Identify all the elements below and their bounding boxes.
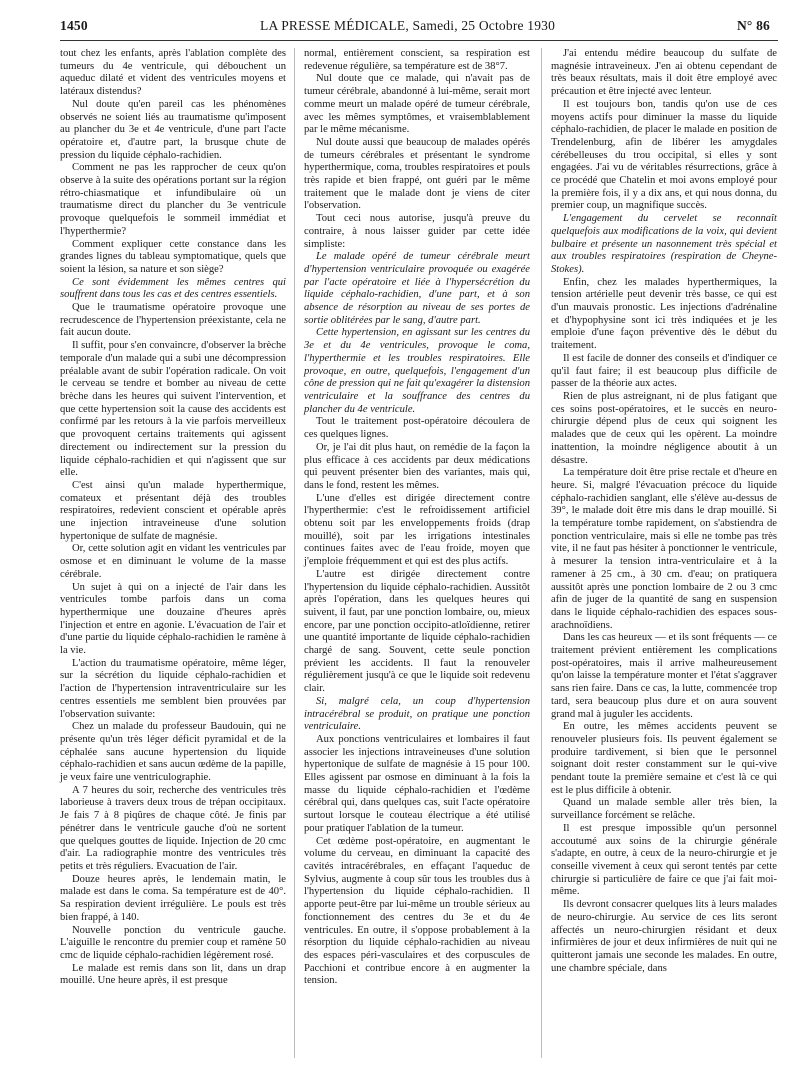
column-1 xyxy=(60,48,286,988)
paragraph: Tout ceci nous autorise, jusqu'à preuve du contraire, à nous laisser guider par cette idée simpliste: xyxy=(304,213,530,250)
paragraph: Le malade opéré de tumeur cérébrale meurt d'hypertension ventriculaire provoquée ou exagérée par l'acte opératoire et liée à l'hypersécrétion du liquide céphalo-rachidien, d'une part, et à son absence de résorption au niveau de ses portes de sortie oblitérées par le sang, d'autre part. xyxy=(304,251,530,326)
paragraph: Le malade est remis dans son lit, dans un drap mouillé. Une heure après, il est presque xyxy=(60,962,286,987)
paragraph: Aux ponctions ventriculaires et lombaires il faut associer les injections intraveineuses d'une solution hypertonique de sulfate de magnésie à 15 pour 100. Elles agissent par osmose en diminuant à la fois la masse du liquide céphalo-rachidien et l'œdème cérébral qui, dans quelques cas, suit l'acte opératoire surtout lorsque le couteau électrique a été utilisé pour pratiquer l'ablation de la tumeur. xyxy=(304,733,530,834)
paragraph: Si, malgré cela, un coup d'hypertension intracérébral se produit, on pratique une ponction ventriculaire. xyxy=(304,695,530,733)
paragraph: Or, cette solution agit en vidant les ventricules par osmose et en diminuant le volume de la masse cérébrale. xyxy=(60,543,286,580)
paragraph: La température doit être prise rectale et d'heure en heure. Si, malgré l'évacuation précoce du liquide céphalo-rachidien sanglant, elle s'élève au-dessus de 39°, le malade doit être mis dans le drap mouillé. Si la température tombe rapidement, on s'abstiendra de ponction ventriculaire, mais si elle ne tombe pas très vite, il ne faut pas hésiter à ponctionner le ventricule, à mesurer la tension intra-ventriculaire et à la ramener à 25 cm., à 30 cm. d'eau; on pratiquera aussitôt après une ponction lombaire de 2 ou 3 cmc afin de juger de la quantité de sang en suspension dans le liquide céphalo-rachidien des espaces sous-arachnoïdiens. xyxy=(551,467,777,631)
paragraph: Comment ne pas les rapprocher de ceux qu'on observe à la suite des opérations portant sur la région rétro-chiasmatique et infundibulaire où un traumatisme direct du plancher du 3e ventricule provoque quelquefois le sommeil immédiat et l'hyperthermie? xyxy=(60,162,286,237)
paragraph: Un sujet à qui on a injecté de l'air dans les ventricules tombe parfois dans un coma hyperthermique une douzaine d'heures après l'injection et entre en agonie. L'évacuation de l'air et d'une partie du liquide céphalo-rachidien le ramène à la vie. xyxy=(60,581,286,657)
paragraph: Comment expliquer cette constance dans les grandes lignes du tableau symptomatique, quels que soient la lésion, sa nature et son siège? xyxy=(60,238,286,275)
paragraph: Or, je l'ai dit plus haut, on remédie de la façon la plus efficace à ces accidents par deux médications qui peuvent présenter bien des variantes, mais qui, dans le fond, restent les mêmes. xyxy=(304,441,530,491)
page-header xyxy=(60,18,770,42)
paragraph: Il est presque impossible qu'un personnel accoutumé aux soins de la chirurgie générale s'adapte, en outre, à ceux de la neuro-chirurgie et je conseille vivement à ceux qui seront tentés par cette chirurgie si particulière de faire ce que j'ai fait moi-même. xyxy=(551,822,777,898)
paragraph: C'est ainsi qu'un malade hyperthermique, comateux et présentant déjà des troubles respiratoires, redevient conscient et opérable après une injection intraveineuse d'une solution hypertonique de sulfate de magnésie. xyxy=(60,479,286,542)
paragraph: Ils devront consacrer quelques lits à leurs malades de neuro-chirurgie. Au service de ces lits seront affectés un neuro-chirurgien résidant et deux infirmières de jour et deux infirmières de nuit qui ne quitteront jamais une seconde les malades. En outre, une chambre spéciale, dans xyxy=(551,899,777,974)
paragraph: J'ai entendu médire beaucoup du sulfate de magnésie intraveineux. J'en ai obtenu cependant de très beaux résultats, mais il doit être employé avec précaution et être injecté avec lenteur. xyxy=(551,48,777,98)
paragraph: Rien de plus astreignant, ni de plus fatigant que ces soins post-opératoires, et le succès en neuro-chirurgie dépend plus de ceux qui soignent les malades que de ceux qui les opèrent. La moindre inattention, la moindre négligence aboutit à un désastre. xyxy=(551,390,777,466)
column-3 xyxy=(551,48,777,975)
paragraph: Nul doute que ce malade, qui n'avait pas de tumeur cérébrale, abandonné à lui-même, serait mort comme meurt un malade opéré de tumeur cérébrale, avec les mêmes symptômes, et vraisemblablement par le même mécanisme. xyxy=(304,73,530,136)
paragraph: Cette hypertension, en agissant sur les centres du 3e et du 4e ventricules, provoque le coma, l'hyperthermie et les troubles respiratoires. Elle provoque, en outre, quelquefois, l'engagement d'un cône de pression qui ne fait qu'exagérer la distension ventriculaire et la souffrance des centres du plancher du 4e ventricule. xyxy=(304,327,530,415)
paragraph: L'une d'elles est dirigée directement contre l'hyperthermie: c'est le refroidissement artificiel obtenu soit par les enveloppements froids (drap mouillé), soit par les irrigations intestinales continues faites avec de l'eau froide, moyen que j'emploie fréquemment et qui est des plus actifs. xyxy=(304,492,530,568)
paragraph: En outre, les mêmes accidents peuvent se renouveler plusieurs fois. Ils peuvent également se produire tardivement, si bien que le personnel soignant doit rester constamment sur le qui-vive pendant toute la première semaine et c'est là ce qui est le plus difficile à obtenir. xyxy=(551,721,777,796)
column-separator xyxy=(541,48,542,1058)
paragraph: Dans les cas heureux — et ils sont fréquents — ce traitement prévient entièrement les complications post-opératoires, mais il arrive malheureusement qu'on laisse la température monter et l'état s'aggraver sans rien faire. Dans ce cas, la lutte, commencée trop tard, sera beaucoup plus dure et on aura souvent grand mal à juguler les accidents. xyxy=(551,632,777,720)
paragraph: Il est facile de donner des conseils et d'indiquer ce qu'il faut faire; il est beaucoup plus difficile de passer de la théorie aux actes. xyxy=(551,352,777,390)
paragraph: Cet œdème post-opératoire, en augmentant le volume du cerveau, en diminuant la capacité des cavités intracérébrales, en effaçant l'aqueduc de Sylvius, augmente à coup sûr tous les troubles dus à l'hypertension du liquide céphalo-rachidien. Il apporte peut-être par lui-même un trouble sérieux au fonctionnement des centres du 3e et du 4e ventricules. En outre, il s'oppose probablement à la résorption du liquide céphalo-rachidien au niveau des espaces péri-vasculaires et des corpuscules de Pacchioni et contribue encore à en augmenter la tension. xyxy=(304,835,530,987)
paragraph: Nul doute qu'en pareil cas les phénomènes observés ne soient liés au traumatisme qu'imposent au plancher du 3e et 4e ventricule, d'une part l'acte opératoire et, d'autre part, la brusque chute de pression du liquide céphalo-rachidien. xyxy=(60,98,286,161)
paragraph: tout chez les enfants, après l'ablation complète des tumeurs du 4e ventricule, qui débouchent un aqueduc dilaté et vident des ventricules moyens et latéraux distendus? xyxy=(60,48,286,98)
column-separator xyxy=(294,48,295,1058)
issue-number: N° 86 xyxy=(736,18,770,33)
paragraph: Douze heures après, le lendemain matin, le malade est dans le coma. Sa température est de 40°. Sa respiration devient irrégulière. Le pouls est très bien frappé, à 140. xyxy=(60,873,286,923)
paragraph: L'autre est dirigée directement contre l'hypertension du liquide céphalo-rachidien. Aussitôt après l'opération, dans les quelques heures qui suivent, il faut, par une ponction lombaire, ou, mieux encore, par une ponction occipito-atloïdienne, retirer une quantité importante de liquide céphalo-rachidien chargé de sang. Souvent, cette seule ponction prévient les accidents. Il faut la renouveler régulièrement jusqu'à ce que le liquide soit redevenu clair. xyxy=(304,568,530,695)
paragraph: Chez un malade du professeur Baudouin, qui ne présente qu'un très léger déficit pyramidal et de la céphalée sans aucune hypertension du liquide céphalo-rachidien et sans aucun œdème de la papille, je veux faire une ventriculographie. xyxy=(60,721,286,784)
paragraph: Que le traumatisme opératoire provoque une recrudescence de l'hypertension préexistante, cela ne fait aucun doute. xyxy=(60,302,286,339)
paragraph: Tout le traitement post-opératoire découlera de ces quelques lignes. xyxy=(304,416,530,441)
paragraph: Ce sont évidemment les mêmes centres qui souffrent dans tous les cas et des centres essentiels. xyxy=(60,276,286,301)
journal-title: LA PRESSE MÉDICALE, Samedi, 25 Octobre 1930 xyxy=(260,18,556,33)
paragraph: A 7 heures du soir, recherche des ventricules très laborieuse à travers deux trous de trépan occipitaux. Je fais 7 à 8 piqûres de chaque côté. Je finis par pénétrer dans le ventricule gauche d'où ne sortent que quelques gouttes de liquide. Injection de 20 cmc d'air. La radiographie montre des ventricules très petits et très réguliers. Evacuation de l'air. xyxy=(60,784,286,872)
paragraph: Nouvelle ponction du ventricule gauche. L'aiguille le rencontre du premier coup et ramène 50 cmc de liquide céphalo-rachidien légèrement rosé. xyxy=(60,924,286,961)
paragraph: Enfin, chez les malades hyperthermiques, la tension artérielle peut devenir très basse, ce qui est d'un mauvais pronostic. Les injections d'adrénaline et d'hypophysine sont ici très indiquées et je les emploie d'une façon préventive dès le début du traitement. xyxy=(551,276,777,352)
paragraph: Il est toujours bon, tandis qu'on use de ces moyens actifs pour diminuer la masse du liquide céphalo-rachidien, de placer le malade en position de Trendelenburg, afin de libérer les amygdales cérébelleuses du trou occipital, si elles y sont engagées. J'ai vu de véritables résurrections, grâce à ce procédé que Chatelin et moi avons employé pour la première fois, il y a dix ans, et qui nous donna, du premier coup, un magnifique succès. xyxy=(551,98,777,212)
column-2 xyxy=(304,48,530,988)
paragraph: normal, entièrement conscient, sa respiration est redevenue régulière, sa température est de 38°7. xyxy=(304,48,530,72)
paragraph: Il suffit, pour s'en convaincre, d'observer la brèche temporale d'un malade qui a subi une décompression préalable avant de subir l'opération radicale. On voit le cerveau se tendre et bomber au niveau de cette brèche dans les heures qui suivent l'intervention, et que cette hypertension soit la cause des accidents est confirmé par les retours à la vie parfois merveilleux que provoquent certains traitements qui agissent directement ou indirectement sur la pression du liquide céphalo-rachidien et qui n'agissent que sur elle. xyxy=(60,340,286,479)
page-number: 1450 xyxy=(60,18,88,33)
paragraph: L'action du traumatisme opératoire, même léger, sur la sécrétion du liquide céphalo-rachidien et l'action de l'hypertension intraventriculaire sur les centres essentiels me semblent bien prouvées par l'observation suivante: xyxy=(60,657,286,720)
paragraph: Nul doute aussi que beaucoup de malades opérés de tumeurs cérébrales et présentant le syndrome hyperthermique, coma, troubles respiratoires et pouls très rapide et bien frappé, ont guéri par le même traitement que le malade dont je viens de citer l'observation. xyxy=(304,136,530,212)
header-rule xyxy=(60,40,778,41)
paragraph: Quand un malade semble aller très bien, la surveillance forcément se relâche. xyxy=(551,797,777,822)
paragraph: L'engagement du cervelet se reconnaît quelquefois aux modifications de la voix, qui devient bulbaire et présente un nasonnement très spécial et aux troubles respiratoires (respiration de Cheyne-Stokes). xyxy=(551,213,777,275)
